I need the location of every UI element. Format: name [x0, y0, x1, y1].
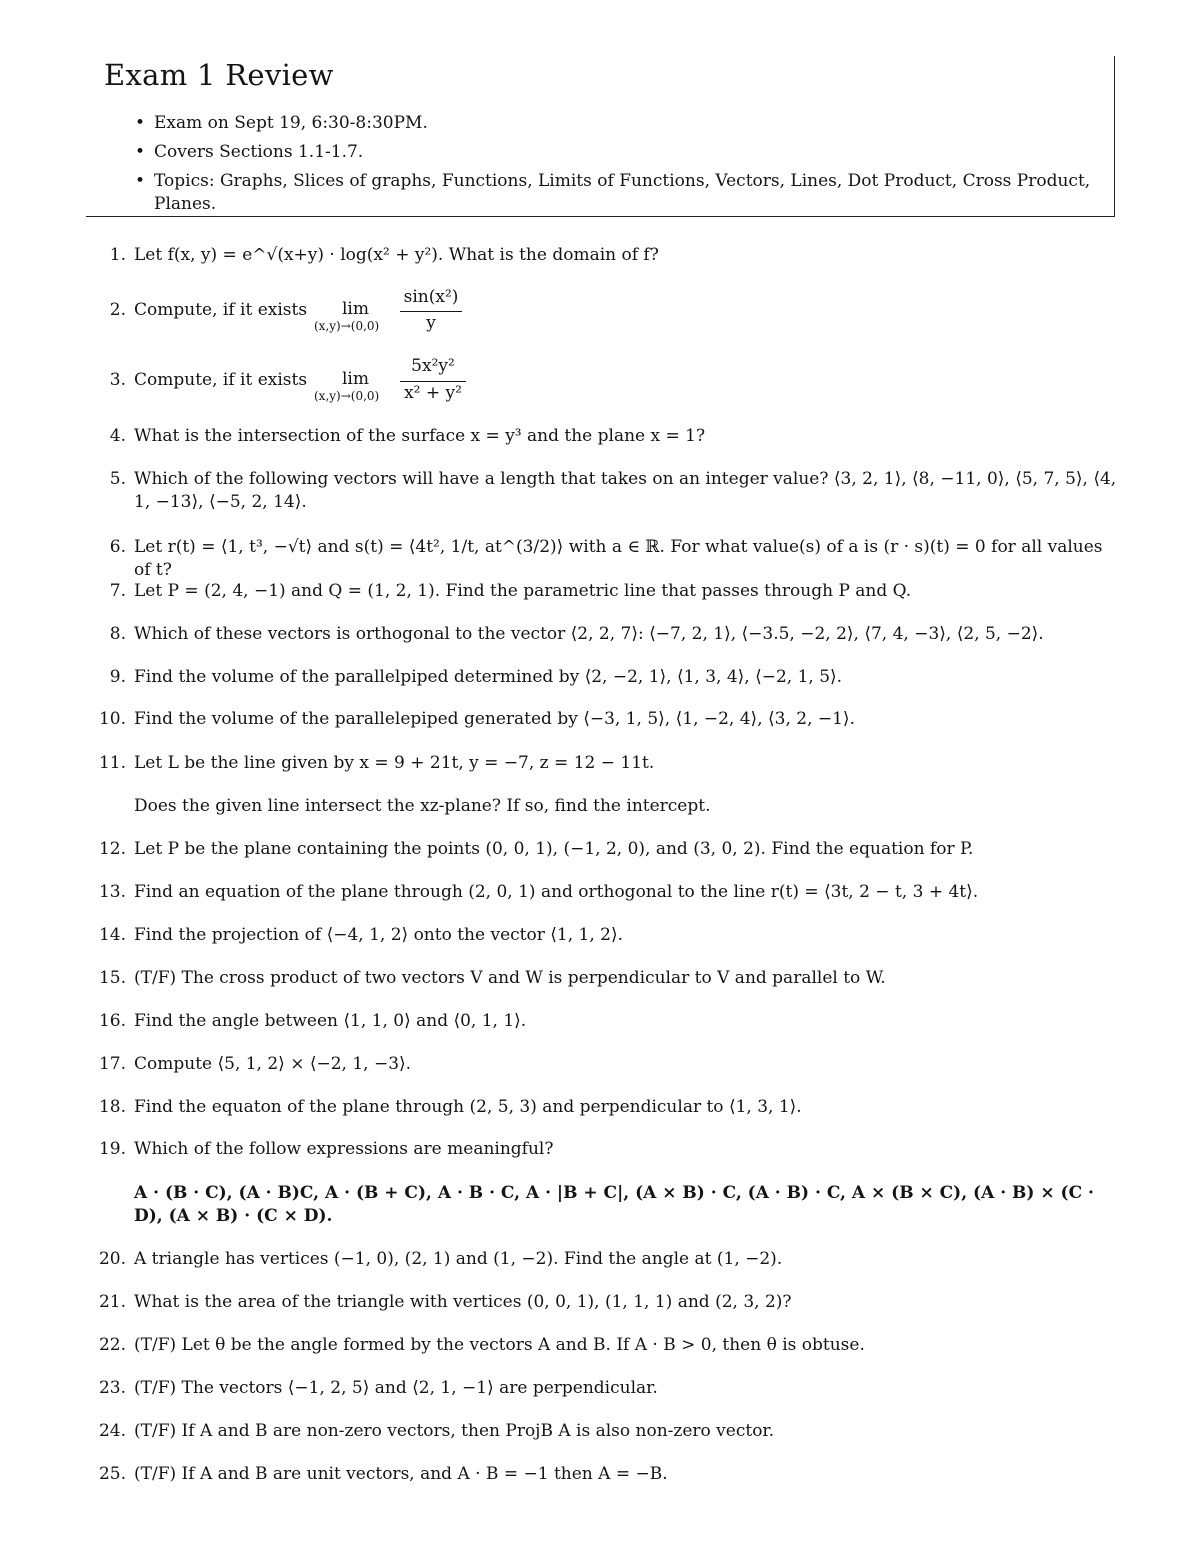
info-sections: • Covers Sections 1.1-1.7. [132, 141, 1107, 164]
problem-number: 10. [98, 709, 126, 729]
problem-number: 6. [109, 537, 126, 557]
fraction-denominator: y [426, 313, 436, 333]
problem-number: 17. [98, 1054, 126, 1074]
problem-number: 25. [98, 1464, 126, 1484]
problem-number: 4. [109, 426, 126, 446]
info-list [132, 112, 1107, 222]
page-title: Exam 1 Review [104, 58, 334, 92]
problem-number: 12. [98, 839, 126, 859]
problem-text: Find the angle between ⟨1, 1, 0⟩ and ⟨0, 1, 1⟩. [134, 1011, 527, 1031]
problem-number: 1. [109, 245, 126, 265]
problem-number: 3. [109, 370, 126, 390]
problem-text: Which of these vectors is orthogonal to the vector ⟨2, 2, 7⟩: ⟨−7, 2, 1⟩, ⟨−3.5, −2, 2⟩, ⟨7, 4, −3⟩, ⟨2, 5, −2⟩. [134, 624, 1044, 644]
info-topics: • Topics: Graphs, Slices of graphs, Functions, Limits of Functions, Vectors, Lines, Dot Product, Cross Product, Planes. [132, 170, 1107, 216]
problem-text: Let L be the line given by x = 9 + 21t, y = −7, z = 12 − 11t. [134, 753, 655, 773]
problem-text: (T/F) The vectors ⟨−1, 2, 5⟩ and ⟨2, 1, −1⟩ are perpendicular. [134, 1378, 658, 1398]
problem-number: 7. [109, 581, 126, 601]
fraction-numerator: 5x²y² [411, 356, 455, 376]
problem-text: (T/F) The cross product of two vectors V and W is perpendicular to V and parallel to W. [134, 968, 886, 988]
problem-text: Compute ⟨5, 1, 2⟩ × ⟨−2, 1, −3⟩. [134, 1054, 412, 1074]
problem-number: 13. [98, 882, 126, 902]
fraction-numerator: sin(x²) [403, 287, 459, 307]
problem-number: 8. [109, 624, 126, 644]
problem-text: Let f(x, y) = e^√(x+y) · log(x² + y²). What is the domain of f? [134, 245, 659, 265]
problem-text: Find the volume of the parallelepiped generated by ⟨−3, 1, 5⟩, ⟨1, −2, 4⟩, ⟨3, 2, −1⟩. [134, 709, 855, 729]
problem-text: A triangle has vertices (−1, 0), (2, 1) and (1, −2). Find the angle at (1, −2). [134, 1249, 783, 1269]
problem-text: Compute, if it exists [134, 300, 308, 320]
problem-number: 21. [98, 1292, 126, 1312]
problem-number: 20. [98, 1249, 126, 1269]
limit-subscript: (x,y)→(0,0) [314, 389, 380, 403]
limit-operator: lim [342, 299, 369, 319]
info-exam-date: • Exam on Sept 19, 6:30-8:30PM. [132, 112, 1107, 135]
problem-text: (T/F) Let θ be the angle formed by the vectors A and B. If A · B > 0, then θ is obtuse. [134, 1335, 865, 1355]
problem-number: 16. [98, 1011, 126, 1031]
problem-number: 24. [98, 1421, 126, 1441]
problem-text: Let r(t) = ⟨1, t³, −√t⟩ and s(t) = ⟨4t², 1/t, at^(3/2)⟩ with a ∈ ℝ. For what value(s) of a is (r · s)(t) = 0 for all values of t? [134, 537, 1103, 580]
problem-text: Let P be the plane containing the points (0, 0, 1), (−1, 2, 0), and (3, 0, 2). Find the equation for P. [134, 839, 974, 859]
problem-number: 15. [98, 968, 126, 988]
problem-text: What is the area of the triangle with vertices (0, 0, 1), (1, 1, 1) and (2, 3, 2)? [134, 1292, 792, 1312]
problem-19-expressions: A · (B · C), (A · B)C, A · (B + C), A · B · C, A · |B + C|, (A × B) · C, (A · B) · C, A × (B × C), (A · B) × (C · D), (A × B) · (C × D). [134, 1183, 1094, 1226]
problem-text: (T/F) If A and B are non-zero vectors, then ProjB A is also non-zero vector. [134, 1421, 775, 1441]
problem-text: Find the equaton of the plane through (2, 5, 3) and perpendicular to ⟨1, 3, 1⟩. [134, 1097, 802, 1117]
fraction-denominator: x² + y² [404, 383, 462, 403]
problem-text: Which of the following vectors will have a length that takes on an integer value? ⟨3, 2, 1⟩, ⟨8, −11, 0⟩, ⟨5, 7, 5⟩, ⟨4, 1, −13⟩, ⟨−5, 2, 14⟩. [134, 469, 1117, 512]
problem-text: Find an equation of the plane through (2, 0, 1) and orthogonal to the line r(t) = ⟨3t, 2 − t, 3 + 4t⟩. [134, 882, 979, 902]
problem-text: (T/F) If A and B are unit vectors, and A · B = −1 then A = −B. [134, 1464, 668, 1484]
limit-operator: lim [342, 369, 369, 389]
problem-number: 9. [109, 667, 126, 687]
problem-text: Find the projection of ⟨−4, 1, 2⟩ onto the vector ⟨1, 1, 2⟩. [134, 925, 623, 945]
problem-number: 11. [98, 753, 126, 773]
problem-text: Which of the follow expressions are meaningful? [134, 1139, 554, 1159]
problem-11-followup: Does the given line intersect the xz-plane? If so, find the intercept. [134, 796, 711, 816]
problem-number: 5. [109, 469, 126, 489]
limit-subscript: (x,y)→(0,0) [314, 319, 380, 333]
problem-number: 2. [109, 300, 126, 320]
problem-number: 18. [98, 1097, 126, 1117]
problem-text: Compute, if it exists [134, 370, 308, 390]
problem-number: 22. [98, 1335, 126, 1355]
problem-text: Let P = (2, 4, −1) and Q = (1, 2, 1). Find the parametric line that passes through P and Q. [134, 581, 912, 601]
problem-number: 14. [98, 925, 126, 945]
problem-number: 23. [98, 1378, 126, 1398]
problem-text: Find the volume of the parallelpiped determined by ⟨2, −2, 1⟩, ⟨1, 3, 4⟩, ⟨−2, 1, 5⟩. [134, 667, 843, 687]
problem-text: What is the intersection of the surface x = y³ and the plane x = 1? [134, 426, 706, 446]
problem-number: 19. [98, 1139, 126, 1159]
